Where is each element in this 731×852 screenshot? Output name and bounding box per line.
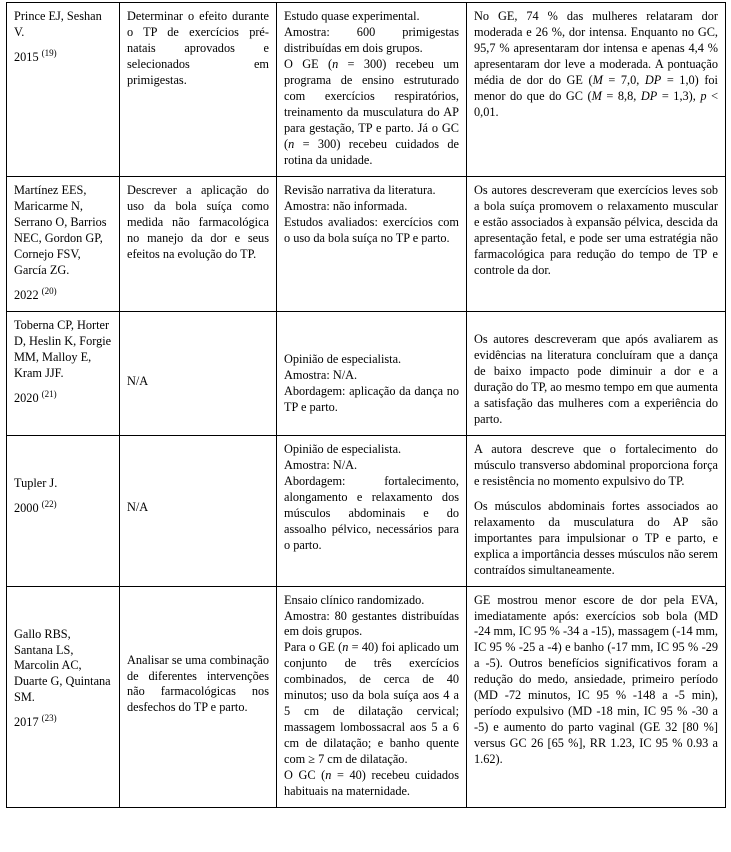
results-line: Os autores descreveram que após avaliarem as evidências na literatura concluíram que a dança de baixo impacto pode diminuir a dor e a duração do TP, ao mesmo tempo em que aumenta a satisfação das mulheres com a experiência do parto. <box>474 331 718 426</box>
method-line: Ensaio clínico randomizado. <box>284 592 425 607</box>
author-year <box>14 498 112 517</box>
table-row <box>7 3 726 177</box>
objective-text: N/A <box>127 499 149 514</box>
method-line: Amostra: 80 gestantes distribuídas em dois grupos. <box>284 608 459 639</box>
objective-text: Descrever a aplicação do uso da bola suíça como medida não farmacológica no manejo da dor e seus efeitos na evolução do TP. <box>127 182 269 261</box>
cell-method <box>277 176 467 311</box>
cell-authors <box>7 586 120 808</box>
studies-table <box>6 2 726 808</box>
cell-objective <box>120 3 277 177</box>
cell-results <box>467 311 726 435</box>
method-line: Revisão narrativa da literatura. <box>284 182 436 197</box>
method-line: Opinião de especialista. <box>284 441 402 456</box>
table-row <box>7 435 726 586</box>
author-names: Toberna CP, Horter D, Heslin K, Forgie MM, Malloy E, Kram JJF. <box>14 317 112 380</box>
cell-objective <box>120 435 277 586</box>
method-line: Amostra: 600 primigestas distribuídas em dois grupos. <box>284 24 459 55</box>
cell-objective <box>120 176 277 311</box>
author-names: Gallo RBS, Santana LS, Marcolin AC, Duarte G, Quintana SM. <box>14 626 111 705</box>
method-line: Abordagem: fortalecimento, alongamento e relaxamento dos músculos abdominais e do assoalho pélvico, necessários para o parto. <box>284 473 459 552</box>
cell-method <box>277 586 467 808</box>
cell-results <box>467 3 726 177</box>
results-line: A autora descreve que o fortalecimento do músculo transverso abdominal proporciona força e resistência no momento expulsivo do TP. <box>474 441 718 488</box>
cell-authors <box>7 435 120 586</box>
cell-method <box>277 435 467 586</box>
reference-number: (21) <box>41 388 57 399</box>
table-row <box>7 176 726 311</box>
results-line: GE mostrou menor escore de dor pela EVA, imediatamente após: exercícios sob bola (MD -24 mm, IC 95 % -34 a -15), massagem (-14 mm, IC 95 % -25 a -4) e banho (-17 mm, IC 95 % -29 a -5). Outros benefícios significativos foram a redução do medo, ansiedade, primeiro período (MD -72 minutos, IC 95 % -148 a -5 min), período expulsivo (MD -18 min, IC 95 % -30 a -5) e aumento do parto vaginal (GE 32 [80 %] versus GC 26 [65 %], RR 1.23, IC 95 % 0.93 a 1.62). <box>474 592 718 767</box>
year-value: 2015 <box>14 49 39 64</box>
cell-objective <box>120 586 277 808</box>
method-line: Abordagem: aplicação da dança no TP e parto. <box>284 383 459 414</box>
results-line: No GE, 74 % das mulheres relataram dor moderada e 26 %, dor intensa. Enquanto no GC, 95,7 % apresentaram dor intensa e apenas 4,4 % apresentaram dor leve a moderada. A pontuação média de dor do GE (M = 7,0, DP = 1,0) foi menor do que do GC (M = 8,8, DP = 1,3), p < 0,01. <box>474 9 719 119</box>
reference-number: (20) <box>41 285 57 296</box>
author-year <box>14 47 112 66</box>
method-line: Amostra: não informada. <box>284 198 408 213</box>
method-line: Opinião de especialista. <box>284 351 402 366</box>
author-names: Prince EJ, Seshan V. <box>14 9 102 39</box>
cell-method <box>277 3 467 177</box>
method-line: Amostra: N/A. <box>284 367 358 382</box>
method-line: O GE (n = 300) recebeu um programa de ensino estruturado com exercícios respiratórios, treinamento da musculatura do AP para gestação, TP e parto. Já o GC (n = 300) recebeu cuidados de rotina da unidade. <box>284 56 459 167</box>
objective-text: Analisar se uma combinação de diferentes intervenções não farmacológicas nos desfechos do TP e parto. <box>127 652 269 715</box>
cell-authors <box>7 311 120 435</box>
method-line: Estudo quase experimental. <box>284 9 420 23</box>
cell-objective <box>120 311 277 435</box>
method-line: O GC (n = 40) recebeu cuidados habituais na maternidade. <box>284 768 459 799</box>
cell-method <box>277 311 467 435</box>
reference-number: (19) <box>41 47 57 58</box>
year-value: 2022 <box>14 287 39 302</box>
method-line: Amostra: N/A. <box>284 457 358 472</box>
objective-text: N/A <box>127 373 149 388</box>
table-row <box>7 311 726 435</box>
method-line: Estudos avaliados: exercícios com o uso da bola suíça no TP e parto. <box>284 214 459 245</box>
results-line: Os músculos abdominais fortes associados ao relaxamento da musculatura do AP são importantes para impulsionar o TP e parto, e explica a importância desses músculos não serem contraídos simultaneamente. <box>474 498 718 577</box>
cell-results <box>467 176 726 311</box>
cell-results <box>467 586 726 808</box>
author-year <box>14 285 112 304</box>
year-value: 2020 <box>14 390 39 405</box>
table-body <box>7 3 726 808</box>
objective-text: Determinar o efeito durante o TP de exercícios pré-natais aprovados e selecionados em primigestas. <box>127 9 269 87</box>
reference-number: (22) <box>41 498 57 509</box>
method-line: Para o GE (n = 40) foi aplicado um conjunto de três exercícios combinados, de cerca de 40 minutos; uso da bola suíça aos 4 a 5 cm de dilatação cervical; massagem lombossacral aos 5 a 6 cm de dilatação; e banho quente com ≥ 7 cm de dilatação. <box>284 640 459 767</box>
author-year <box>14 715 112 731</box>
cell-authors <box>7 176 120 311</box>
table-row <box>7 586 726 808</box>
cell-authors <box>7 3 120 177</box>
author-year <box>14 388 112 407</box>
year-value: 2000 <box>14 500 39 515</box>
reference-number: (23) <box>41 713 57 724</box>
cell-results <box>467 435 726 586</box>
author-names: Tupler J. <box>14 475 58 490</box>
author-names: Martínez EES, Maricarme N, Serrano O, Barrios NEC, Gordon GP, Cornejo FSV, García ZG. <box>14 182 107 277</box>
year-value: 2017 <box>14 715 39 730</box>
results-line: Os autores descreveram que exercícios leves sob a bola suíça promovem o relaxamento muscular e estão associados à expansão pélvica, descida da apresentação fetal, e pode ser uma estratégia não farmacológica para redução do tempo de TP e controle da dor. <box>474 182 718 277</box>
